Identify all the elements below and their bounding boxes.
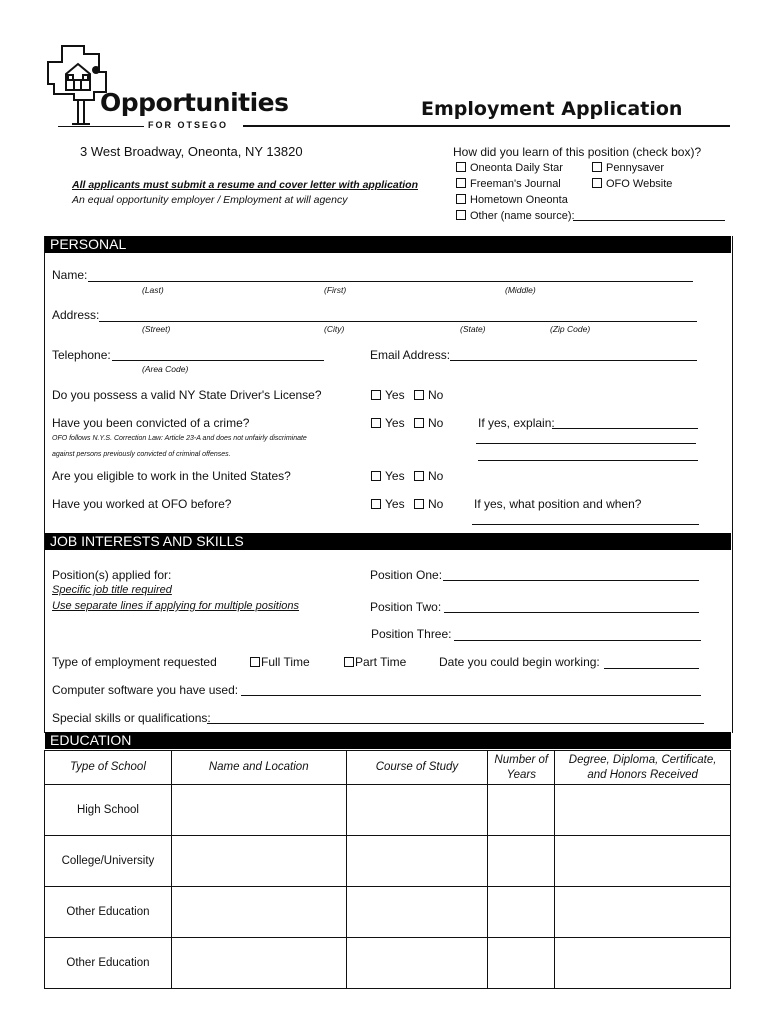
license-question: Do you possess a valid NY State Driver's License? [52,388,322,402]
telephone-label: Telephone: [52,348,111,362]
telephone-field[interactable] [112,360,324,361]
table-cell[interactable] [488,938,555,989]
begin-date-label: Date you could begin working: [439,655,600,669]
table-cell[interactable] [346,887,488,938]
positions-label: Position(s) applied for: [52,568,172,582]
eoe-notice: An equal opportunity employer / Employment at will agency [72,194,348,206]
table-row [45,785,731,836]
education-table [44,750,731,989]
source-question: How did you learn of this position (check box)? [453,145,702,159]
table-cell[interactable] [346,785,488,836]
position-one-label: Position One: [370,568,443,582]
software-field[interactable] [241,695,701,696]
full-time-option[interactable]: Full Time [250,655,310,669]
position-one-field[interactable] [443,580,699,581]
table-cell[interactable] [171,836,346,887]
row-label: High School [45,785,172,836]
table-cell[interactable] [488,785,555,836]
crime-question: Have you been convicted of a crime? [52,416,250,430]
explain-field[interactable] [478,460,698,461]
correction-law-note: OFO follows N.Y.S. Correction Law: Article 23-A and does not unfairly discriminate [52,435,307,442]
row-label: Other Education [45,938,172,989]
page-title: Employment Application [421,98,683,120]
sub-label: (Zip Code) [550,324,591,334]
other-source-field[interactable] [573,220,725,221]
yes-option[interactable]: Yes [371,388,405,402]
position-when-field[interactable] [472,524,699,525]
table-cell[interactable] [488,887,555,938]
logo-sub: FOR OTSEGO [148,120,229,130]
source-option[interactable]: OFO Website [592,178,672,190]
section-header-personal: PERSONAL [45,236,731,253]
table-header-row [45,751,731,785]
no-option[interactable]: No [414,469,443,483]
yes-option[interactable]: Yes [371,416,405,430]
table-cell[interactable] [488,836,555,887]
table-cell[interactable] [346,938,488,989]
position-when-label: If yes, what position and when? [474,497,642,511]
table-cell[interactable] [171,938,346,989]
source-option[interactable]: Other (name source): [456,210,575,222]
skills-field[interactable] [207,723,704,724]
checkbox[interactable] [344,657,354,667]
explain-label: If yes, explain: [478,416,555,430]
checkbox[interactable] [371,471,381,481]
separate-note: Use separate lines if applying for multiple positions [52,600,300,612]
explain-field[interactable] [476,443,696,444]
email-field[interactable] [450,360,697,361]
yes-option[interactable]: Yes [371,497,405,511]
column-header: Course of Study [346,751,488,785]
table-cell[interactable] [555,836,731,887]
checkbox[interactable] [592,178,602,188]
position-two-field[interactable] [444,612,699,613]
checkbox[interactable] [456,162,466,172]
sub-label: (Last) [142,285,164,295]
sub-label: (Middle) [505,285,536,295]
table-cell[interactable] [555,887,731,938]
no-option[interactable]: No [414,388,443,402]
position-three-label: Position Three: [371,627,452,641]
sub-label: (City) [324,324,345,334]
table-cell[interactable] [555,785,731,836]
logo [44,44,289,134]
skills-label: Special skills or qualifications: [52,711,211,725]
source-option[interactable]: Hometown Oneonta [456,194,568,206]
email-label: Email Address: [370,348,451,362]
worked-question: Have you worked at OFO before? [52,497,232,511]
source-option[interactable]: Oneonta Daily Star [456,162,563,174]
position-two-label: Position Two: [370,600,442,614]
checkbox[interactable] [371,418,381,428]
source-option[interactable]: Pennysaver [592,162,664,174]
checkbox[interactable] [371,499,381,509]
eligible-question: Are you eligible to work in the United States? [52,469,291,483]
sub-label: (Street) [142,324,171,334]
yes-option[interactable]: Yes [371,469,405,483]
source-option[interactable]: Freeman's Journal [456,178,561,190]
checkbox[interactable] [414,471,424,481]
part-time-option[interactable]: Part Time [344,655,406,669]
checkbox[interactable] [456,178,466,188]
software-label: Computer software you have used: [52,683,239,697]
checkbox[interactable] [456,194,466,204]
correction-law-note: against persons previously convicted of criminal offenses. [52,451,231,458]
checkbox[interactable] [414,390,424,400]
begin-date-field[interactable] [604,668,699,669]
column-header: Name and Location [171,751,346,785]
name-label: Name: [52,268,88,282]
logo-name: Opportunities [100,88,289,117]
employment-type-label: Type of employment requested [52,655,217,669]
table-row [45,887,731,938]
checkbox[interactable] [250,657,260,667]
checkbox[interactable] [456,210,466,220]
section-header-job: JOB INTERESTS AND SKILLS [45,533,731,550]
address-label: Address: [52,308,100,322]
sub-label: (State) [460,324,486,334]
checkbox[interactable] [414,418,424,428]
sub-label: (Area Code) [142,364,189,374]
position-three-field[interactable] [454,640,701,641]
row-label: Other Education [45,887,172,938]
table-cell[interactable] [171,785,346,836]
sub-label: (First) [324,285,347,295]
no-option[interactable]: No [414,497,443,511]
no-option[interactable]: No [414,416,443,430]
table-cell[interactable] [171,887,346,938]
explain-field[interactable] [552,428,698,429]
column-header: Type of School [45,751,172,785]
column-header: Degree, Diploma, Certificate, and Honors Received [555,751,731,785]
checkbox[interactable] [371,390,381,400]
section-header-education: EDUCATION [45,732,731,749]
table-row [45,938,731,989]
row-label: College/University [45,836,172,887]
table-cell[interactable] [346,836,488,887]
office-address: 3 West Broadway, Oneonta, NY 13820 [80,144,303,159]
column-header: Number of Years [488,751,555,785]
table-cell[interactable] [555,938,731,989]
table-row [45,836,731,887]
specific-note: Specific job title required [52,584,172,596]
checkbox[interactable] [592,162,602,172]
resume-notice: All applicants must submit a resume and cover letter with application [72,179,418,191]
checkbox[interactable] [414,499,424,509]
address-field[interactable] [99,321,697,322]
name-field[interactable] [88,281,693,282]
